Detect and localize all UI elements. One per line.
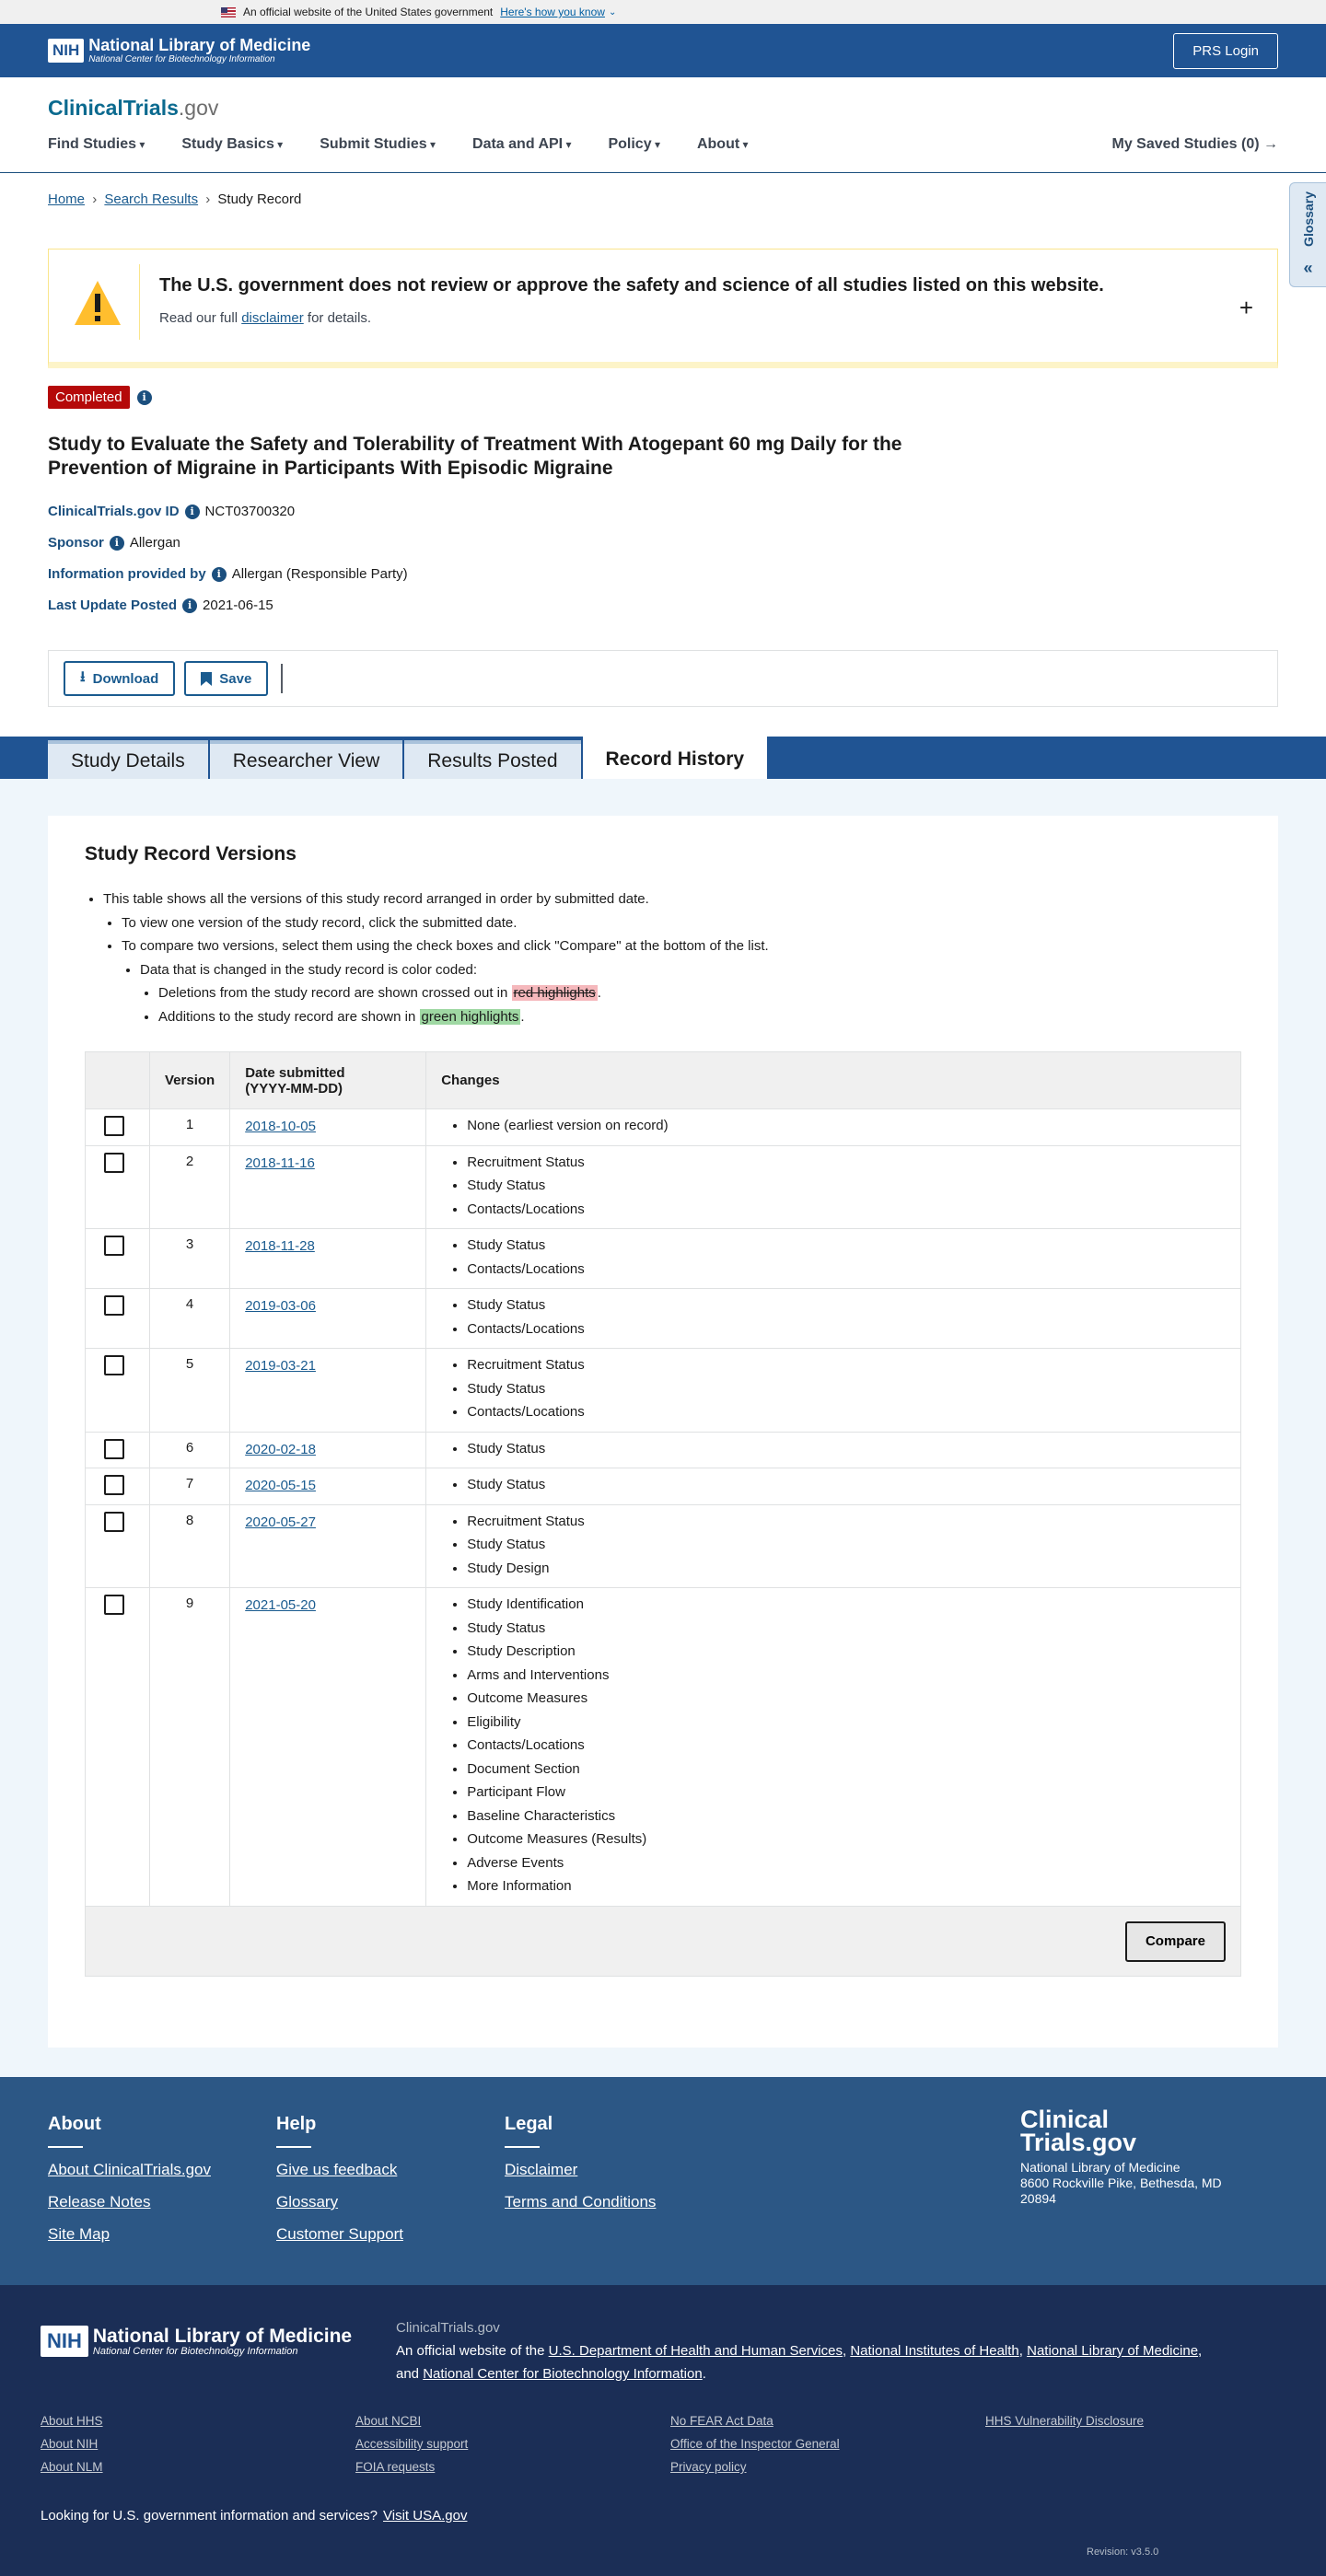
changes-cell — [426, 1145, 1241, 1229]
change-item: • Contacts/Locations — [467, 1198, 1226, 1222]
version-date-link[interactable]: 2019-03-21 — [245, 1358, 316, 1374]
divider — [281, 664, 283, 693]
change-item: • Document Section — [467, 1758, 1226, 1781]
change-item: • Study Identification — [467, 1593, 1226, 1617]
footer-link[interactable]: Glossary — [276, 2193, 339, 2210]
disclaimer-body: Read our full disclaimer for details. — [159, 310, 372, 326]
footer-link[interactable]: Terms and Conditions — [505, 2193, 657, 2210]
select-cell — [86, 1289, 150, 1349]
instruction-item: • Deletions from the study record are shown crossed out in red highlights . — [158, 981, 769, 1005]
instruction-item: • To view one version of the study record, click the submitted date. — [122, 911, 769, 935]
version-checkbox[interactable] — [104, 1512, 124, 1532]
sponsor-row — [48, 535, 180, 551]
table-row — [86, 1289, 1241, 1349]
last-update-label: Last Update Posted — [48, 598, 178, 613]
table-row — [86, 1468, 1241, 1505]
versions-table — [85, 1051, 1241, 1977]
footer-link[interactable]: Site Map — [48, 2225, 110, 2243]
info-icon[interactable]: i — [185, 505, 200, 519]
nih-link[interactable]: National Institutes of Health — [850, 2343, 1019, 2359]
footer-link[interactable]: About NCBI — [355, 2414, 422, 2428]
select-cell — [86, 1145, 150, 1229]
footer-link[interactable]: Disclaimer — [505, 2161, 578, 2178]
change-item: • Arms and Interventions — [467, 1664, 1226, 1688]
change-item: • Study Status — [467, 1377, 1226, 1401]
change-item: • Participant Flow — [467, 1781, 1226, 1804]
nav-find-studies[interactable]: Find Studies ▾ — [48, 136, 145, 153]
nih-header — [0, 24, 1326, 77]
date-cell — [230, 1229, 426, 1289]
info-provided-row — [48, 566, 408, 582]
version-column-header: Version — [150, 1052, 230, 1109]
heres-how-you-know-link[interactable]: Here's how you know — [500, 6, 605, 18]
changes-cell — [426, 1588, 1241, 1907]
change-item: • Recruitment Status — [467, 1510, 1226, 1534]
footer-link[interactable]: Customer Support — [276, 2225, 403, 2243]
disclaimer-heading: The U.S. government does not review or approve the safety and science of all studies listed on this website. — [159, 275, 1104, 296]
instruction-item: • Data that is changed in the study record is color coded: — [140, 958, 769, 982]
breadcrumb-current: Study Record — [217, 191, 302, 207]
version-checkbox[interactable] — [104, 1295, 124, 1316]
changes-cell — [426, 1229, 1241, 1289]
instruction-item: • This table shows all the versions of this study record arranged in order by submitted date. — [103, 888, 769, 911]
select-cell — [86, 1229, 150, 1289]
glossary-tab[interactable] — [1289, 182, 1326, 287]
footer-about-heading: About — [48, 2114, 101, 2134]
version-date-link[interactable]: 2019-03-06 — [245, 1298, 316, 1314]
footer-about-column — [48, 2114, 211, 2257]
last-update-value: 2021-06-15 — [203, 598, 273, 613]
warning-icon — [73, 279, 122, 329]
change-item: • Eligibility — [467, 1711, 1226, 1735]
glossary-label: Glossary — [1300, 191, 1316, 247]
info-provided-value: Allergan (Responsible Party) — [231, 566, 408, 582]
changes-cell — [426, 1349, 1241, 1433]
tab-researcher-view[interactable]: Researcher View — [210, 740, 403, 779]
change-item: • Study Status — [467, 1473, 1226, 1497]
change-item: • Outcome Measures (Results) — [467, 1828, 1226, 1851]
version-cell: 5 — [150, 1349, 230, 1433]
site-header — [0, 77, 1326, 173]
date-cell — [230, 1588, 426, 1907]
official-website-text: ClinicalTrials.gov An official website of the U.S. Department of Health and Human Services, National Institutes of Health, National Library of Medicine, and National Center for Biotechnology Information. — [396, 2320, 1203, 2382]
action-bar — [48, 650, 1278, 707]
change-item: • Study Status — [467, 1294, 1226, 1317]
version-date-link[interactable]: 2020-02-18 — [245, 1441, 316, 1457]
footer-legal-heading: Legal — [505, 2114, 553, 2134]
tab-study-details[interactable]: Study Details — [48, 740, 208, 779]
sponsor-value: Allergan — [129, 535, 180, 551]
nih-logo-title: National Library of Medicine — [88, 36, 311, 54]
footer-link[interactable]: Release Notes — [48, 2193, 151, 2210]
select-cell — [86, 1468, 150, 1505]
info-icon[interactable]: i — [212, 567, 227, 582]
nav-policy[interactable]: Policy ▾ — [608, 136, 660, 153]
version-date-link[interactable]: 2018-11-28 — [245, 1238, 315, 1254]
record-versions-card — [48, 816, 1278, 2048]
study-title: Study to Evaluate the Safety and Tolerability of Treatment With Atogepant 60 mg Daily for the Prevention of Migraine in Participants With Episodic Migraine — [48, 434, 902, 479]
usa-gov-link[interactable]: Visit USA.gov — [383, 2508, 468, 2524]
nav-about[interactable]: About ▾ — [697, 136, 749, 153]
nih-logo[interactable] — [48, 37, 310, 64]
instruction-item: • Additions to the study record are shown in green highlights . — [158, 1005, 769, 1029]
select-cell — [86, 1504, 150, 1588]
study-id-label: ClinicalTrials.gov ID — [48, 504, 180, 519]
chevron-right-icon: › — [205, 191, 211, 207]
breadcrumb-search-results[interactable]: Search Results — [104, 191, 199, 207]
info-provided-label: Information provided by — [48, 566, 206, 582]
main-nav — [48, 136, 749, 153]
version-cell: 6 — [150, 1432, 230, 1468]
version-checkbox[interactable] — [104, 1153, 124, 1173]
date-cell — [230, 1289, 426, 1349]
change-item: • Recruitment Status — [467, 1151, 1226, 1175]
change-item: • Contacts/Locations — [467, 1734, 1226, 1758]
version-cell: 1 — [150, 1109, 230, 1146]
hhs-link[interactable]: U.S. Department of Health and Human Services — [548, 2343, 843, 2359]
compare-button[interactable]: Compare — [1125, 1921, 1226, 1962]
footer-link[interactable]: No FEAR Act Data — [670, 2414, 774, 2428]
gov-footer — [0, 2285, 1326, 2576]
change-item: • Contacts/Locations — [467, 1400, 1226, 1424]
change-item: • More Information — [467, 1874, 1226, 1898]
study-id-row — [48, 504, 295, 519]
instructions-list — [85, 888, 769, 1028]
red-highlight-sample: red highlights — [513, 985, 596, 1001]
version-date-link[interactable]: 2021-05-20 — [245, 1597, 316, 1613]
changes-cell — [426, 1109, 1241, 1146]
expand-plus-icon[interactable]: + — [1239, 294, 1253, 321]
footer-brand-line2: Trials.gov — [1020, 2129, 1137, 2156]
table-row — [86, 1588, 1241, 1907]
change-item: • Outcome Measures — [467, 1687, 1226, 1711]
nih-logo-subtitle: National Center for Biotechnology Information — [88, 54, 275, 64]
version-cell: 9 — [150, 1588, 230, 1907]
nlm-link[interactable]: National Library of Medicine — [1027, 2343, 1199, 2359]
select-cell — [86, 1432, 150, 1468]
table-row — [86, 1504, 1241, 1588]
changes-cell — [426, 1504, 1241, 1588]
version-cell: 2 — [150, 1145, 230, 1229]
site-logo[interactable]: ClinicalTrials.gov — [48, 96, 219, 120]
footer-link[interactable]: About ClinicalTrials.gov — [48, 2161, 211, 2178]
footer-address: National Library of Medicine 8600 Rockville Pike, Bethesda, MD 20894 — [1020, 2160, 1222, 2206]
ncbi-link[interactable]: National Center for Biotechnology Information — [423, 2366, 703, 2382]
select-cell — [86, 1349, 150, 1433]
table-row — [86, 1432, 1241, 1468]
version-checkbox[interactable] — [104, 1439, 124, 1459]
double-chevron-left-icon: « — [1303, 259, 1313, 278]
change-item: • Study Status — [467, 1437, 1226, 1461]
change-item: • Study Status — [467, 1617, 1226, 1641]
bookmark-icon — [201, 672, 212, 686]
version-cell: 4 — [150, 1289, 230, 1349]
nav-study-basics[interactable]: Study Basics ▾ — [181, 136, 283, 153]
select-cell — [86, 1588, 150, 1907]
version-date-link[interactable]: 2018-11-16 — [245, 1155, 315, 1171]
chevron-down-icon: ⌄ — [608, 6, 617, 17]
date-cell — [230, 1504, 426, 1588]
table-row — [86, 1109, 1241, 1146]
usa-gov-row: Looking for U.S. government information and services? Visit USA.gov — [41, 2508, 468, 2524]
change-item: • Adverse Events — [467, 1851, 1226, 1875]
saved-studies-link[interactable]: My Saved Studies (0) → — [1111, 136, 1278, 152]
changes-cell — [426, 1432, 1241, 1468]
footer-brand — [1020, 2108, 1222, 2207]
version-cell: 7 — [150, 1468, 230, 1505]
date-cell — [230, 1349, 426, 1433]
date-cell — [230, 1468, 426, 1505]
footer-link[interactable]: About HHS — [41, 2414, 103, 2428]
change-item: • Baseline Characteristics — [467, 1804, 1226, 1828]
study-id-value: NCT03700320 — [204, 504, 296, 519]
changes-cell — [426, 1468, 1241, 1505]
info-icon[interactable]: i — [137, 390, 152, 405]
changes-cell — [426, 1289, 1241, 1349]
download-button[interactable]: ⭳ Download — [64, 661, 175, 696]
gov-banner — [0, 0, 1326, 24]
footer-legal-column — [505, 2114, 656, 2225]
last-update-row — [48, 598, 273, 613]
change-item: • Study Status — [467, 1234, 1226, 1258]
change-item: • Study Status — [467, 1533, 1226, 1557]
arrow-right-icon: → — [1263, 136, 1278, 152]
footer-link[interactable]: Office of the Inspector General — [670, 2437, 840, 2451]
version-date-link[interactable]: 2018-10-05 — [245, 1119, 316, 1134]
disclaimer-link[interactable]: disclaimer — [241, 310, 304, 326]
footer-link[interactable]: HHS Vulnerability Disclosure — [985, 2414, 1145, 2428]
version-checkbox[interactable] — [104, 1355, 124, 1375]
nlm-footer-logo[interactable]: NIH National Library of Medicine National Center for Biotechnology Information — [41, 2326, 352, 2357]
nih-logo-box: NIH — [48, 39, 84, 63]
change-item: • Contacts/Locations — [467, 1317, 1226, 1341]
change-item: • Study Design — [467, 1557, 1226, 1581]
date-cell — [230, 1432, 426, 1468]
info-icon[interactable]: i — [182, 598, 197, 613]
select-cell — [86, 1109, 150, 1146]
change-item: • None (earliest version on record) — [467, 1114, 1226, 1138]
change-item: • Contacts/Locations — [467, 1258, 1226, 1282]
disclaimer-alert — [48, 249, 1278, 368]
breadcrumb-home[interactable]: Home — [48, 191, 86, 207]
tab-results-posted[interactable]: Results Posted — [404, 740, 580, 779]
gov-footer-links — [41, 2414, 1300, 2474]
status-row — [48, 386, 152, 409]
tab-record-history[interactable]: Record History — [583, 737, 768, 779]
info-icon[interactable]: i — [110, 536, 124, 551]
footer-link[interactable]: About NLM — [41, 2460, 103, 2474]
site-footer — [0, 2077, 1326, 2285]
nav-data-and-api[interactable]: Data and API ▾ — [472, 136, 571, 153]
download-icon: ⭳ — [80, 668, 86, 685]
footer-help-column — [276, 2114, 403, 2257]
version-checkbox[interactable] — [104, 1595, 124, 1615]
revision-text: Revision: v3.5.0 — [1087, 2547, 1159, 2558]
us-flag-icon — [221, 7, 236, 17]
footer-link[interactable]: Give us feedback — [276, 2161, 398, 2178]
select-column-header — [86, 1052, 150, 1109]
section-heading: Study Record Versions — [85, 843, 297, 864]
change-item: • Study Description — [467, 1640, 1226, 1664]
footer-link[interactable]: FOIA requests — [355, 2460, 436, 2474]
breadcrumb — [48, 191, 301, 207]
status-badge: Completed — [48, 386, 130, 409]
version-checkbox[interactable] — [104, 1475, 124, 1495]
nav-submit-studies[interactable]: Submit Studies ▾ — [320, 136, 436, 153]
changes-column-header: Changes — [426, 1052, 1241, 1109]
instruction-item: • To compare two versions, select them using the check boxes and click "Compare" at the bottom of the list. — [122, 934, 769, 958]
footer-brand-line1: Clinical — [1020, 2106, 1110, 2133]
green-highlight-sample: green highlights — [421, 1008, 519, 1025]
change-item: • Study Status — [467, 1174, 1226, 1198]
table-row — [86, 1145, 1241, 1229]
compare-footer — [86, 1906, 1241, 1976]
gov-banner-text: An official website of the United States government — [243, 6, 494, 18]
version-checkbox[interactable] — [104, 1116, 124, 1136]
date-cell — [230, 1145, 426, 1229]
study-tabs — [48, 737, 769, 779]
footer-link[interactable]: Privacy policy — [670, 2460, 747, 2474]
date-cell — [230, 1109, 426, 1146]
prs-login-button[interactable]: PRS Login — [1173, 33, 1278, 69]
date-column-header: Date submitted (YYYY-MM-DD) — [230, 1052, 426, 1109]
change-item: • Recruitment Status — [467, 1353, 1226, 1377]
chevron-right-icon: › — [92, 191, 98, 207]
footer-link[interactable]: Accessibility support — [355, 2437, 469, 2451]
table-row — [86, 1229, 1241, 1289]
sponsor-label: Sponsor — [48, 535, 104, 551]
table-row — [86, 1349, 1241, 1433]
version-date-link[interactable]: 2020-05-27 — [245, 1514, 316, 1530]
version-checkbox[interactable] — [104, 1236, 124, 1256]
version-cell: 8 — [150, 1504, 230, 1588]
footer-help-heading: Help — [276, 2114, 317, 2134]
save-button[interactable]: Save — [184, 661, 268, 696]
footer-link[interactable]: About NIH — [41, 2437, 99, 2451]
version-date-link[interactable]: 2020-05-15 — [245, 1478, 316, 1493]
version-cell: 3 — [150, 1229, 230, 1289]
